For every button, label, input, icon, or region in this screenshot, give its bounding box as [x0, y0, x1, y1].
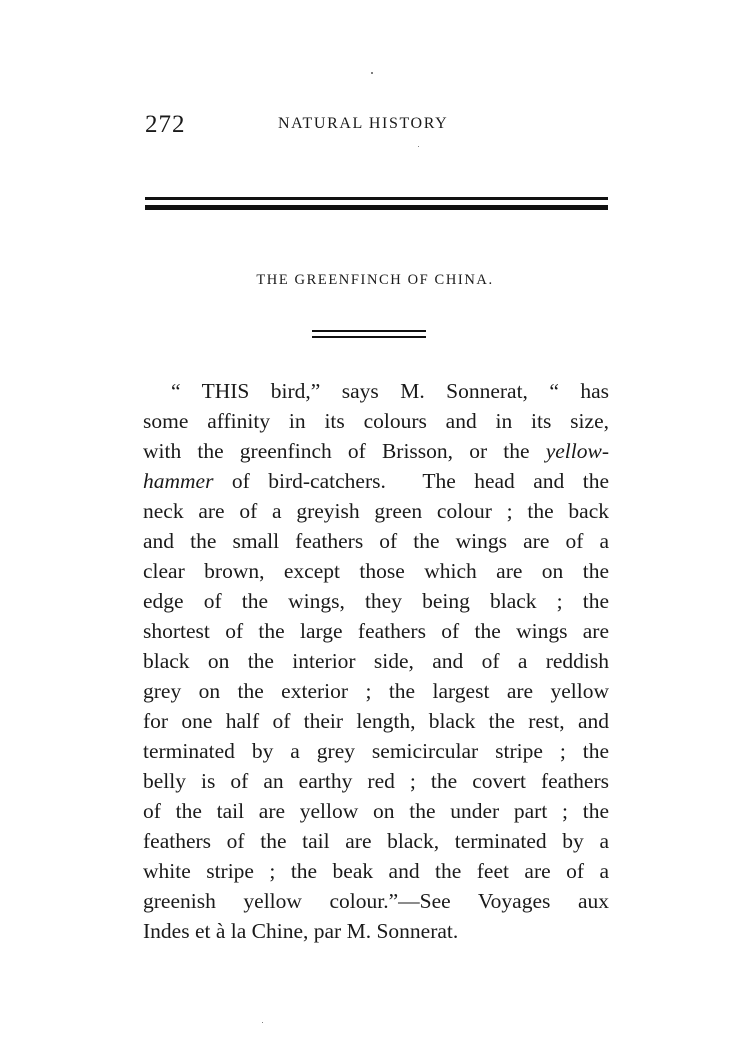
title-rule-upper	[312, 330, 426, 332]
header-rule-thick	[145, 205, 608, 210]
text-line: clear brown, except those which are on the	[143, 559, 609, 583]
text-line-yellow	[143, 436, 609, 466]
text-line: neck are of a greyish green colour ; the back	[143, 499, 609, 523]
text-line-yellow-lead: with the greenfinch of Brisson, or the	[143, 439, 546, 463]
text-line: edge of the wings, they being black ; the	[143, 589, 609, 613]
text-line: white stripe ; the beak and the feet are of a	[143, 859, 609, 883]
text-line: feathers of the tail are black, terminated by a	[143, 829, 609, 853]
italic-yellow: yellow-	[545, 439, 609, 463]
body-text	[143, 376, 609, 946]
header-rule-thin	[145, 197, 608, 200]
text-line: grey on the exterior ; the largest are yellow	[143, 679, 609, 703]
section-title-text: THE GREENFINCH OF CHINA.	[256, 272, 494, 288]
italic-hammer: hammer	[143, 469, 214, 493]
text-line: “ THIS bird,” says M. Sonnerat, “ has	[171, 379, 609, 403]
text-line-hammer-rest: of bird-catchers. The head and the	[213, 469, 609, 493]
text-line: of the tail are yellow on the under part ; the	[143, 799, 609, 823]
paper-speck	[418, 146, 419, 147]
running-head: NATURAL HISTORY	[278, 115, 449, 132]
text-line: and the small feathers of the wings are of a	[143, 529, 609, 553]
text-line: black on the interior side, and of a reddish	[143, 649, 609, 673]
text-line: greenish yellow colour.”—See Voyages aux	[143, 889, 609, 913]
text-line: Indes et à la Chine, par M. Sonnerat.	[143, 919, 459, 943]
text-line: belly is of an earthy red ; the covert feathers	[143, 769, 609, 793]
text-line: terminated by a grey semicircular stripe ; the	[143, 739, 609, 763]
section-title	[0, 270, 750, 290]
text-line-hammer	[143, 466, 609, 496]
text-line: for one half of their length, black the rest, and	[143, 709, 609, 733]
page-number: 272	[145, 111, 186, 138]
paper-speck	[371, 72, 373, 74]
title-rule-lower	[312, 336, 426, 338]
paper-speck	[262, 1022, 263, 1023]
text-line: shortest of the large feathers of the wings are	[143, 619, 609, 643]
text-line: some affinity in its colours and in its size,	[143, 409, 609, 433]
